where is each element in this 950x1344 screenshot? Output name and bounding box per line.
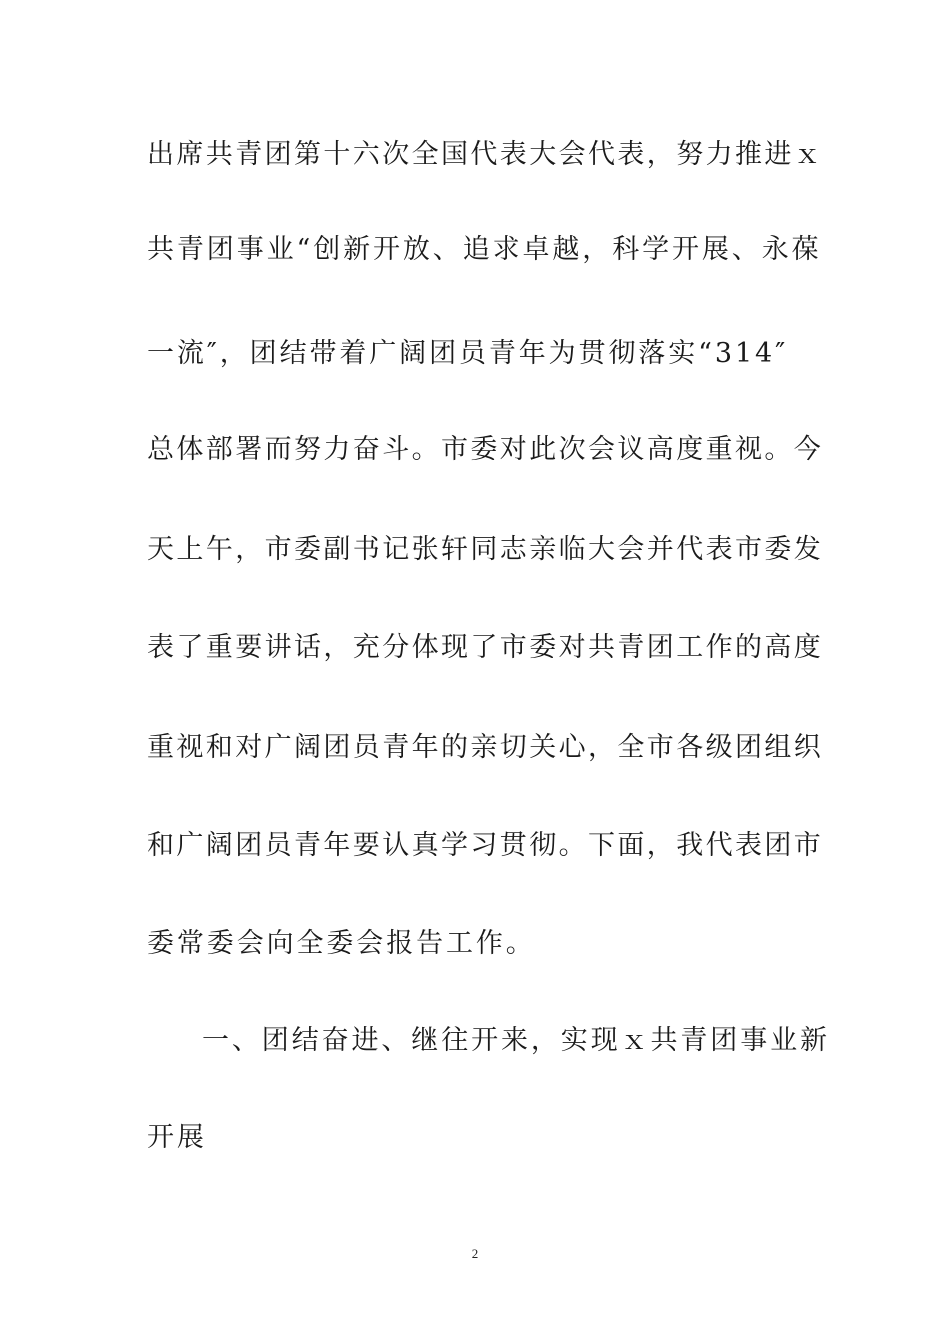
- body-text-line: 委常委会向全委会报告工作。: [147, 928, 536, 959]
- body-text-line: 共青团事业“创新开放、追求卓越，科学开展、永葆: [147, 234, 822, 265]
- body-text-line: 总体部署而努力奋斗。市委对此次会议高度重视。今: [147, 434, 824, 465]
- body-text-line: 表了重要讲话，充分体现了市委对共青团工作的高度: [147, 632, 824, 663]
- body-text-line: 一流″，团结带着广阔团员青年为贯彻落实“314″: [147, 338, 789, 369]
- body-text-line: 和广阔团员青年要认真学习贯彻。下面，我代表团市: [147, 830, 824, 861]
- section-heading-line: 一、团结奋进、继往开来，实现ｘ共青团事业新: [202, 1025, 830, 1056]
- section-heading-line: 开展: [147, 1122, 207, 1153]
- body-text-line: 重视和对广阔团员青年的亲切关心，全市各级团组织: [147, 732, 824, 763]
- page-number: 2: [471, 1246, 479, 1261]
- body-text-line: 天上午，市委副书记张轩同志亲临大会并代表市委发: [147, 534, 824, 565]
- body-text-line: 出席共青团第十六次全国代表大会代表，努力推进ｘ: [147, 139, 824, 170]
